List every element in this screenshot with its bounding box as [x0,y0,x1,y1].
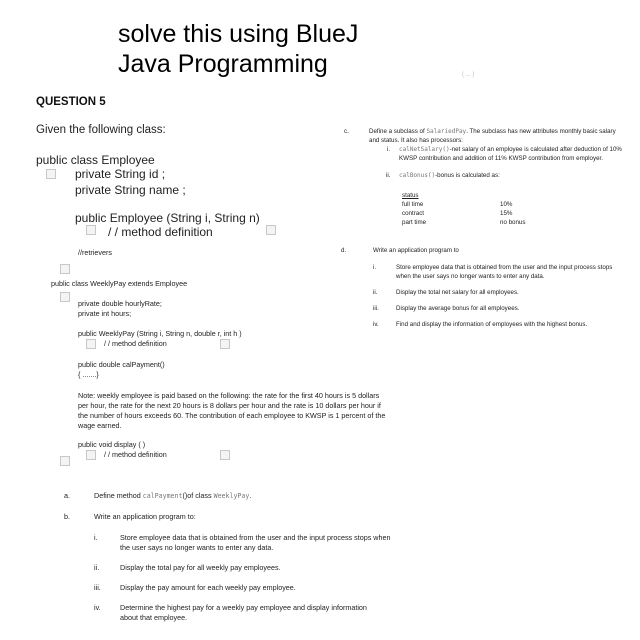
part-c-item-text: calBonus()-bonus is calculated as: [399,172,500,179]
part-c-item-num: ii. [386,172,391,179]
part-a-label: a. [64,491,70,500]
placeholder-box [60,292,70,302]
weekly-display-decl: public void display ( ) [78,440,146,449]
part-d-item-text: Find and display the information of employees with the highest bonus. [396,321,588,328]
question-intro: Given the following class: [36,124,166,136]
bonus-table-value: no bonus [500,219,526,226]
part-d-item-num: iii. [373,305,379,312]
part-d-item-num: i. [373,264,377,271]
bonus-table-status: part time [402,219,427,226]
placeholder-box [220,339,230,349]
part-d-item-text: Store employee data that is obtained from the user and the input process stops when the user says no longer wants to enter any data. [396,264,613,280]
part-b-item-text: Display the total pay for all weekly pay employees. [120,563,281,572]
part-b-item-text: Store employee data that is obtained from the user and the input process stops when the user says no longer wants to enter any data. [120,533,391,552]
part-c-label: c. [344,128,349,135]
placeholder-box [220,450,230,460]
part-b-label: b. [64,512,70,521]
placeholder-box [86,339,96,349]
part-a-text: Define method calPayment()of class WeeklyPay. [94,491,252,500]
part-d-item-text: Display the average bonus for all employees. [396,305,520,312]
faint-mark: ( ... ) [462,72,475,78]
weekly-field-rate: private double hourlyRate; [78,299,162,308]
part-b-item-text: Determine the highest pay for a weekly pay employee and display information about that employee. [120,603,367,622]
part-d-item-num: ii. [373,289,378,296]
part-d-text: Write an application program to [373,247,459,254]
weekly-note: Note: weekly employee is paid based on the following: the rate for the first 40 hours is 5 dollars per hour, the rate for the next 20 hours is 8 dollars per hour and the rate is 10 dollars per hour if the number of hours exceeds 60. The contribution of each employee to KWSP is 1 percent of the wage earned. [78,391,386,430]
placeholder-box [46,169,56,179]
placeholder-box [60,456,70,466]
employee-retrievers: //retrievers [78,248,112,257]
weekly-method-def-2: / / method definition [104,450,167,459]
placeholder-box [86,225,96,235]
part-b-item-num: i. [94,533,98,542]
weekly-calpayment-decl: public double calPayment() [78,360,165,369]
part-b-text: Write an application program to: [94,512,196,521]
question-heading: QUESTION 5 [36,96,106,108]
bonus-table-status: full time [402,201,424,208]
part-b-item-num: ii. [94,563,100,572]
employee-class-decl: public class Employee [36,153,155,167]
bonus-table-value: 10% [500,201,513,208]
placeholder-box [86,450,96,460]
weekly-constructor: public WeeklyPay (String i, String n, double r, int h ) [78,329,242,338]
part-c-item-text: calNetSalary()-net salary of an employee is calculated after deduction of 10% KWSP contribution and addition of 11% KWSP contribution from employer. [399,146,622,162]
part-c-text: Define a subclass of SalariedPay. The subclass has new attributes monthly basic salary and status. It also has processors: [369,128,616,144]
part-d-label: d. [341,247,347,254]
employee-field-name: private String name ; [75,183,186,197]
bonus-table-value: 15% [500,210,513,217]
part-d-item-num: iv. [373,321,379,328]
employee-field-id: private String id ; [75,167,166,181]
title-line-2: Java Programming [118,50,328,78]
part-c-item-num: i. [387,146,391,153]
part-b-item-text: Display the pay amount for each weekly pay employee. [120,583,296,592]
bonus-table-header: status [402,192,419,199]
weekly-method-def-1: / / method definition [104,339,167,348]
employee-constructor: public Employee (String i, String n) [75,211,260,225]
placeholder-box [60,264,70,274]
weekly-class-decl: public class WeeklyPay extends Employee [51,279,188,288]
part-b-item-num: iv. [94,603,101,612]
title-line-1: solve this using BlueJ [118,20,359,48]
bonus-table-status: contract [402,210,425,217]
part-b-item-num: iii. [94,583,101,592]
employee-method-def: / / method definition [108,225,213,239]
part-d-item-text: Display the total net salary for all employees. [396,289,519,296]
weekly-field-hours: private int hours; [78,309,132,318]
placeholder-box [266,225,276,235]
weekly-calpayment-body: { .......} [78,370,99,379]
